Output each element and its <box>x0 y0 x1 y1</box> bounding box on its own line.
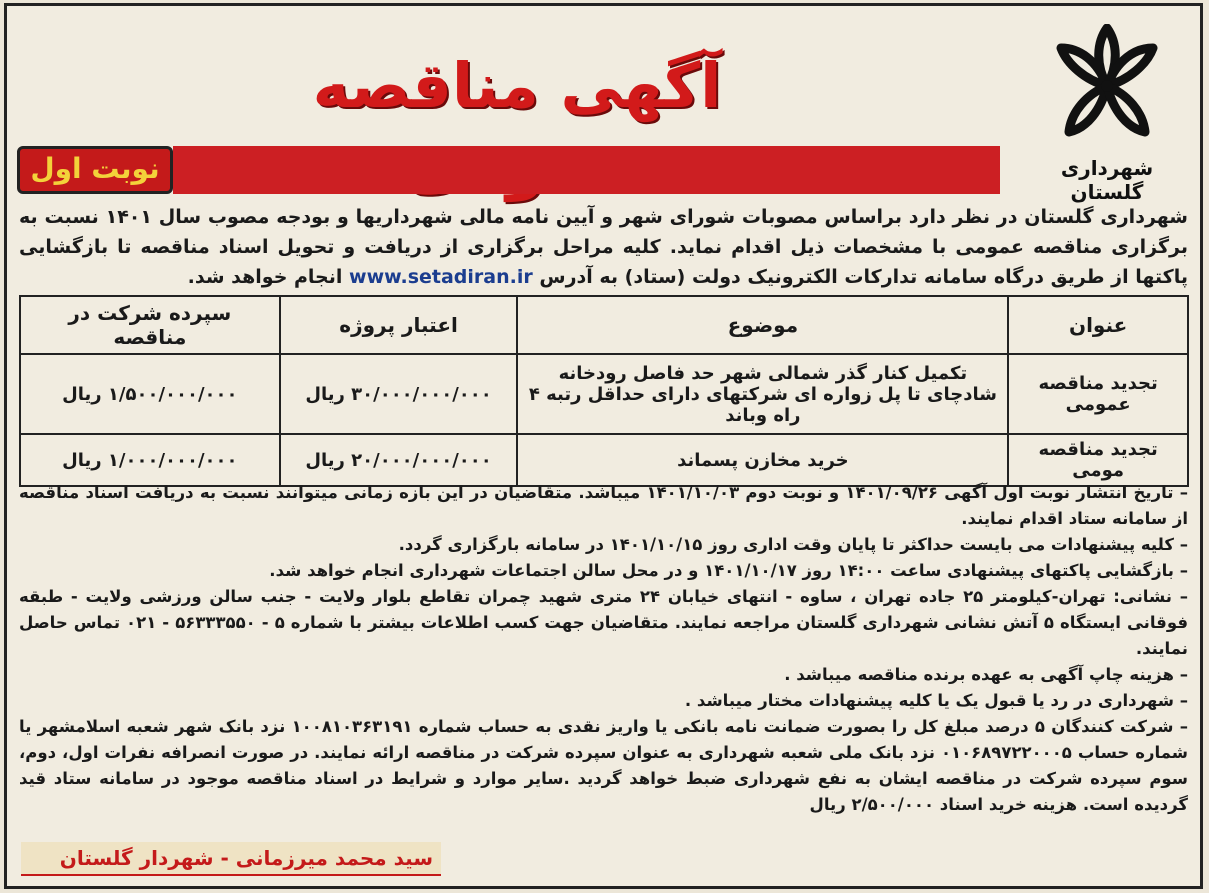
note-item: – بازگشایی پاکتهای پیشنهادی ساعت ۱۴:۰۰ روز ۱۴۰۱/۱۰/۱۷ و در محل سالن اجتماعات شهرداری انجام خواهد شد. <box>19 558 1188 584</box>
intro-paragraph <box>19 202 1188 292</box>
cell-credit: ۲۰/۰۰۰/۰۰۰/۰۰۰ ریال <box>280 434 518 486</box>
cell-title: تجدید مناقصه عمومی <box>1008 354 1188 434</box>
cell-subject: خرید مخازن پسماند <box>517 434 1008 486</box>
table-row <box>20 434 1188 486</box>
note-item: – نشانی: تهران-کیلومتر ۲۵ جاده تهران ، ساوه - انتهای خیابان ۲۴ متری شهید چمران تقاطع بلوار ولایت - جنب سالن ورزشی ولایت - طبقه فوقانی ایستگاه ۵ آتش نشانی شهرداری گلستان مراجعه نمایند. متقاضیان جهت کسب اطلاعات بیشتر با شماره ۵ - ۵۶۳۳۳۵۵۰ - ۰۲۱ تماس حاصل نمایند. <box>19 584 1188 662</box>
table-row <box>20 354 1188 434</box>
notice-title: آگهی مناقصه <box>312 49 722 122</box>
intro-text: شهرداری گلستان در نظر دارد براساس مصوبات شورای شهر و آیین نامه مالی شهرداریها و بودجه مصوب سال ۱۴۰۱ نسبت به برگزاری مناقصه عمومی با مشخصات ذیل اقدام نماید. کلیه مراحل برگزاری از دریافت و تحویل اسناد مناقصه تا بازگشایی پاکتها از طریق درگاه سامانه تدارکات الکترونیک دولت (ستاد) به آدرس <box>19 206 1188 288</box>
note-item: – کلیه پیشنهادات می بایست حداکثر تا پایان وقت اداری روز ۱۴۰۱/۱۰/۱۵ در سامانه بارگزاری گردد. <box>19 532 1188 558</box>
municipality-logo <box>1022 24 1192 204</box>
tender-table <box>19 295 1189 487</box>
note-item: – تاریخ انتشار نوبت اول آگهی ۱۴۰۱/۰۹/۲۶ و نوبت دوم ۱۴۰۱/۱۰/۰۳ میباشد. متقاضیان در این بازه زمانی میتوانند نسبت به دریافت اسناد مناقصه از سامانه ستاد اقدام نمایند. <box>19 480 1188 532</box>
cell-credit: ۳۰/۰۰۰/۰۰۰/۰۰۰ ریال <box>280 354 518 434</box>
header-title: عنوان <box>1008 296 1188 354</box>
notice-header <box>7 6 1200 204</box>
red-banner <box>173 146 1000 194</box>
note-item: – شرکت کنندگان ۵ درصد مبلغ کل را بصورت ضمانت نامه بانکی یا واریز نقدی به حساب شماره ۱۰۰۸۱۰۳۶۳۱۹۱ نزد بانک شهر شعبه اسلامشهر یا شماره حساب ۰۱۰۶۸۹۷۲۲۰۰۰۵ نزد بانک ملی شعبه شهرداری به عنوان سپرده شرکت در مناقصه ارائه نمایند. در صورت انصرافه نفرات اول، دوم، سوم سپرده شرکت در مناقصه ایشان به نفع شهرداری ضبط خواهد گردید .سایر موارد و شرایط در اسناد مناقصه موجود در سامانه ستاد قید گردیده است. هزینه خرید اسناد ۲/۵۰۰/۰۰۰ ریال <box>19 714 1188 818</box>
flower-logo-icon <box>1037 24 1177 154</box>
notes-list <box>19 480 1188 818</box>
setad-link[interactable]: www.setadiran.ir <box>349 266 533 288</box>
cell-subject: تکمیل کنار گذر شمالی شهر حد فاصل رودخانه شادچای تا پل زواره ای شرکتهای دارای حداقل رتبه ۴ راه وباند <box>517 354 1008 434</box>
note-item: – شهرداری در رد یا قبول یک یا کلیه پیشنهادات مختار میباشد . <box>19 688 1188 714</box>
intro-text-end: انجام خواهد شد. <box>187 266 343 288</box>
round-badge: نوبت اول <box>17 146 173 194</box>
tender-notice <box>4 3 1203 889</box>
cell-title: تجدید مناقصه مومی <box>1008 434 1188 486</box>
table-header-row <box>20 296 1188 354</box>
note-item: – هزینه چاپ آگهی به عهده برنده مناقصه میباشد . <box>19 662 1188 688</box>
logo-caption: شهرداری گلستان <box>1060 156 1154 204</box>
header-subject: موضوع <box>517 296 1008 354</box>
mayor-signature: سید محمد میرزمانی - شهردار گلستان <box>21 842 441 876</box>
cell-deposit: ۱/۰۰۰/۰۰۰/۰۰۰ ریال <box>20 434 280 486</box>
header-deposit: سپرده شرکت در مناقصه <box>20 296 280 354</box>
cell-deposit: ۱/۵۰۰/۰۰۰/۰۰۰ ریال <box>20 354 280 434</box>
header-credit: اعتبار پروژه <box>280 296 518 354</box>
